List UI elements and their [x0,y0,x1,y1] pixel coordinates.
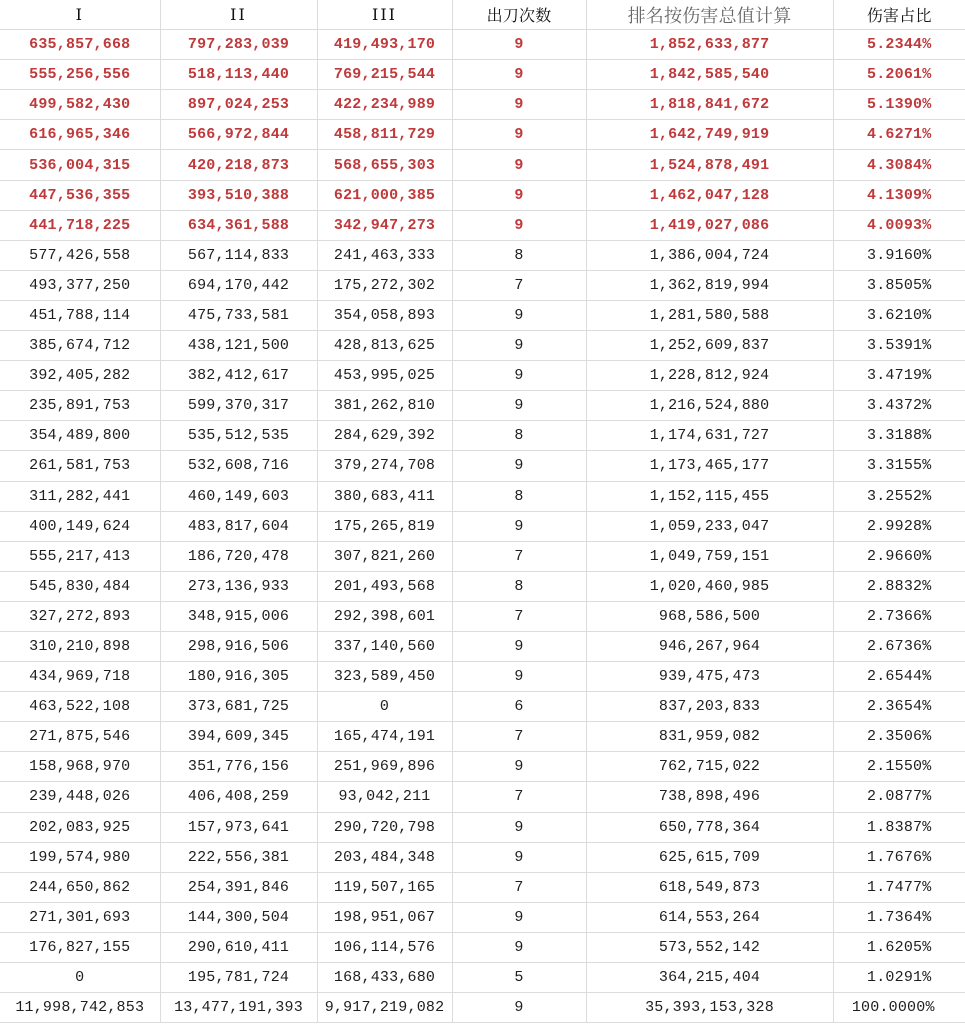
cell-hit-count[interactable]: 7 [452,782,586,812]
table-row-highlighted [0,90,965,120]
cell-stage-2[interactable]: 254,391,846 [160,872,317,902]
cell-stage-3[interactable]: 168,433,680 [317,963,452,993]
cell-damage-share[interactable]: 1.6205% [833,932,965,962]
cell-total-damage[interactable]: 573,552,142 [586,932,833,962]
cell-stage-2[interactable]: 273,136,933 [160,571,317,601]
cell-total-damage[interactable]: 650,778,364 [586,812,833,842]
cell-stage-1[interactable]: 545,830,484 [0,571,160,601]
cell-stage-2[interactable]: 186,720,478 [160,541,317,571]
cell-damage-share[interactable]: 2.0877% [833,782,965,812]
cell-total-damage[interactable]: 1,462,047,128 [586,180,833,210]
table-row [0,812,965,842]
cell-damage-share[interactable]: 5.2061% [833,60,965,90]
cell-stage-3[interactable]: 342,947,273 [317,210,452,240]
cell-hit-count[interactable]: 8 [452,421,586,451]
cell-hit-count[interactable]: 9 [452,932,586,962]
cell-damage-share[interactable]: 3.2552% [833,481,965,511]
cell-hit-count[interactable]: 9 [452,631,586,661]
cell-damage-share[interactable]: 1.8387% [833,812,965,842]
cell-stage-2[interactable]: 382,412,617 [160,361,317,391]
cell-damage-share[interactable]: 1.7477% [833,872,965,902]
cell-stage-1[interactable]: 434,969,718 [0,662,160,692]
cell-stage-3[interactable]: 201,493,568 [317,571,452,601]
table-row-highlighted [0,60,965,90]
cell-stage-2[interactable]: 694,170,442 [160,270,317,300]
cell-hit-count[interactable]: 9 [452,180,586,210]
cell-hit-count[interactable]: 7 [452,872,586,902]
table-row [0,902,965,932]
cell-damage-share[interactable]: 1.7364% [833,902,965,932]
cell-total-damage[interactable]: 968,586,500 [586,601,833,631]
cell-stage-3[interactable]: 106,114,576 [317,932,452,962]
cell-damage-share[interactable]: 2.3654% [833,692,965,722]
cell-stage-1[interactable]: 354,489,800 [0,421,160,451]
cell-total-damage[interactable]: 1,642,749,919 [586,120,833,150]
cell-damage-share[interactable]: 2.6544% [833,662,965,692]
header-total-damage[interactable]: 排名按伤害总值计算 [586,0,833,30]
cell-damage-share[interactable]: 2.6736% [833,631,965,661]
cell-total-damage[interactable]: 1,524,878,491 [586,150,833,180]
header-stage-1[interactable]: I [0,0,160,30]
cell-total-damage[interactable]: 1,281,580,588 [586,300,833,330]
cell-stage-3[interactable]: 9,917,219,082 [317,993,452,1023]
cell-stage-3[interactable]: 419,493,170 [317,30,452,60]
cell-stage-2[interactable]: 797,283,039 [160,30,317,60]
cell-stage-2[interactable]: 438,121,500 [160,331,317,361]
cell-damage-share[interactable]: 2.1550% [833,752,965,782]
cell-damage-share[interactable]: 3.9160% [833,240,965,270]
cell-damage-share[interactable]: 3.5391% [833,331,965,361]
cell-hit-count[interactable]: 9 [452,60,586,90]
cell-hit-count[interactable]: 7 [452,541,586,571]
cell-total-damage[interactable]: 1,173,465,177 [586,451,833,481]
cell-stage-3[interactable]: 175,272,302 [317,270,452,300]
cell-total-damage[interactable]: 1,059,233,047 [586,511,833,541]
cell-hit-count[interactable]: 9 [452,662,586,692]
header-row [0,0,965,30]
cell-total-damage[interactable]: 1,049,759,151 [586,541,833,571]
cell-damage-share[interactable]: 2.9660% [833,541,965,571]
table-row [0,511,965,541]
cell-total-damage[interactable]: 1,362,819,994 [586,270,833,300]
cell-stage-2[interactable]: 532,608,716 [160,451,317,481]
cell-stage-3[interactable]: 428,813,625 [317,331,452,361]
cell-stage-2[interactable]: 535,512,535 [160,421,317,451]
cell-hit-count[interactable]: 9 [452,90,586,120]
cell-stage-2[interactable]: 406,408,259 [160,782,317,812]
header-stage-3[interactable]: III [317,0,452,30]
table-row [0,722,965,752]
table-row [0,421,965,451]
table-row [0,601,965,631]
cell-hit-count[interactable]: 9 [452,902,586,932]
cell-stage-3[interactable]: 323,589,450 [317,662,452,692]
cell-stage-1[interactable]: 441,718,225 [0,210,160,240]
cell-stage-1[interactable]: 577,426,558 [0,240,160,270]
cell-stage-2[interactable]: 195,781,724 [160,963,317,993]
cell-damage-share[interactable]: 4.1309% [833,180,965,210]
cell-stage-1[interactable]: 327,272,893 [0,601,160,631]
cell-hit-count[interactable]: 7 [452,722,586,752]
table-body [0,30,965,1023]
cell-stage-1[interactable]: 11,998,742,853 [0,993,160,1023]
cell-stage-3[interactable]: 307,821,260 [317,541,452,571]
cell-hit-count[interactable]: 9 [452,300,586,330]
cell-total-damage[interactable]: 614,553,264 [586,902,833,932]
cell-stage-3[interactable]: 165,474,191 [317,722,452,752]
cell-stage-2[interactable]: 351,776,156 [160,752,317,782]
cell-stage-1[interactable]: 536,004,315 [0,150,160,180]
cell-stage-3[interactable]: 354,058,893 [317,300,452,330]
table-row [0,571,965,601]
cell-damage-share[interactable]: 4.3084% [833,150,965,180]
cell-total-damage[interactable]: 1,228,812,924 [586,361,833,391]
table-row [0,782,965,812]
cell-damage-share[interactable]: 4.0093% [833,210,965,240]
cell-total-damage[interactable]: 618,549,873 [586,872,833,902]
cell-damage-share[interactable]: 1.7676% [833,842,965,872]
cell-stage-1[interactable]: 239,448,026 [0,782,160,812]
cell-total-damage[interactable]: 1,020,460,985 [586,571,833,601]
cell-stage-3[interactable]: 422,234,989 [317,90,452,120]
table-row [0,541,965,571]
cell-damage-share[interactable]: 3.3155% [833,451,965,481]
table-row [0,331,965,361]
cell-stage-2[interactable]: 144,300,504 [160,902,317,932]
cell-total-damage[interactable]: 762,715,022 [586,752,833,782]
cell-total-damage[interactable]: 1,842,585,540 [586,60,833,90]
table-row-highlighted [0,150,965,180]
cell-stage-3[interactable]: 621,000,385 [317,180,452,210]
table-row-total [0,993,965,1023]
cell-stage-2[interactable]: 420,218,873 [160,150,317,180]
table-row [0,662,965,692]
cell-stage-3[interactable]: 568,655,303 [317,150,452,180]
cell-stage-1[interactable]: 555,217,413 [0,541,160,571]
cell-hit-count[interactable]: 9 [452,150,586,180]
cell-hit-count[interactable]: 9 [452,993,586,1023]
cell-stage-2[interactable]: 393,510,388 [160,180,317,210]
cell-damage-share[interactable]: 2.7366% [833,601,965,631]
header-hit-count[interactable]: 出刀次数 [452,0,586,30]
table-row-highlighted [0,180,965,210]
cell-stage-1[interactable]: 199,574,980 [0,842,160,872]
cell-stage-2[interactable]: 483,817,604 [160,511,317,541]
cell-total-damage[interactable]: 1,252,609,837 [586,331,833,361]
cell-damage-share[interactable]: 4.6271% [833,120,965,150]
cell-stage-2[interactable]: 566,972,844 [160,120,317,150]
cell-total-damage[interactable]: 1,152,115,455 [586,481,833,511]
cell-stage-1[interactable]: 261,581,753 [0,451,160,481]
cell-stage-1[interactable]: 310,210,898 [0,631,160,661]
cell-hit-count[interactable]: 8 [452,240,586,270]
table-row [0,391,965,421]
cell-damage-share[interactable]: 2.9928% [833,511,965,541]
cell-hit-count[interactable]: 9 [452,812,586,842]
table-row-highlighted [0,210,965,240]
cell-total-damage[interactable]: 738,898,496 [586,782,833,812]
cell-stage-3[interactable]: 453,995,025 [317,361,452,391]
cell-hit-count[interactable]: 9 [452,391,586,421]
cell-total-damage[interactable]: 35,393,153,328 [586,993,833,1023]
cell-stage-1[interactable]: 392,405,282 [0,361,160,391]
cell-stage-2[interactable]: 348,915,006 [160,601,317,631]
cell-stage-1[interactable]: 451,788,114 [0,300,160,330]
cell-stage-3[interactable]: 198,951,067 [317,902,452,932]
cell-damage-share[interactable]: 3.8505% [833,270,965,300]
cell-stage-2[interactable]: 634,361,588 [160,210,317,240]
cell-stage-3[interactable]: 0 [317,692,452,722]
cell-stage-1[interactable]: 493,377,250 [0,270,160,300]
table-row [0,963,965,993]
cell-stage-1[interactable]: 400,149,624 [0,511,160,541]
cell-stage-1[interactable]: 385,674,712 [0,331,160,361]
cell-damage-share[interactable]: 3.6210% [833,300,965,330]
cell-stage-3[interactable]: 251,969,896 [317,752,452,782]
cell-stage-2[interactable]: 180,916,305 [160,662,317,692]
table-row [0,872,965,902]
cell-hit-count[interactable]: 8 [452,571,586,601]
cell-damage-share[interactable]: 3.4719% [833,361,965,391]
table-row [0,842,965,872]
cell-hit-count[interactable]: 5 [452,963,586,993]
cell-total-damage[interactable]: 939,475,473 [586,662,833,692]
cell-total-damage[interactable]: 1,852,633,877 [586,30,833,60]
table-row [0,631,965,661]
table-row-highlighted [0,120,965,150]
cell-hit-count[interactable]: 8 [452,481,586,511]
header-damage-share[interactable]: 伤害占比 [833,0,965,30]
cell-stage-2[interactable]: 475,733,581 [160,300,317,330]
cell-total-damage[interactable]: 831,959,082 [586,722,833,752]
cell-stage-1[interactable]: 311,282,441 [0,481,160,511]
cell-damage-share[interactable]: 3.3188% [833,421,965,451]
cell-damage-share[interactable]: 2.8832% [833,571,965,601]
cell-hit-count[interactable]: 9 [452,361,586,391]
cell-stage-1[interactable]: 463,522,108 [0,692,160,722]
cell-stage-1[interactable]: 616,965,346 [0,120,160,150]
cell-stage-3[interactable]: 284,629,392 [317,421,452,451]
cell-stage-3[interactable]: 380,683,411 [317,481,452,511]
table-row [0,752,965,782]
cell-stage-3[interactable]: 337,140,560 [317,631,452,661]
table-row [0,481,965,511]
table-row [0,300,965,330]
cell-stage-2[interactable]: 13,477,191,393 [160,993,317,1023]
cell-hit-count[interactable]: 9 [452,842,586,872]
cell-stage-1[interactable]: 235,891,753 [0,391,160,421]
table-row [0,361,965,391]
cell-stage-1[interactable]: 176,827,155 [0,932,160,962]
cell-stage-1[interactable]: 0 [0,963,160,993]
cell-stage-1[interactable]: 271,875,546 [0,722,160,752]
cell-stage-1[interactable]: 555,256,556 [0,60,160,90]
cell-stage-3[interactable]: 292,398,601 [317,601,452,631]
cell-hit-count[interactable]: 9 [452,210,586,240]
table-row [0,692,965,722]
cell-hit-count[interactable]: 9 [452,451,586,481]
table-row-highlighted [0,30,965,60]
cell-stage-2[interactable]: 518,113,440 [160,60,317,90]
cell-stage-2[interactable]: 298,916,506 [160,631,317,661]
cell-stage-3[interactable]: 769,215,544 [317,60,452,90]
cell-hit-count[interactable]: 9 [452,331,586,361]
table-row [0,932,965,962]
cell-stage-3[interactable]: 379,274,708 [317,451,452,481]
cell-stage-1[interactable]: 447,536,355 [0,180,160,210]
cell-stage-3[interactable]: 175,265,819 [317,511,452,541]
header-stage-2[interactable]: II [160,0,317,30]
cell-total-damage[interactable]: 1,386,004,724 [586,240,833,270]
cell-damage-share[interactable]: 1.0291% [833,963,965,993]
cell-damage-share[interactable]: 2.3506% [833,722,965,752]
cell-stage-2[interactable]: 373,681,725 [160,692,317,722]
cell-damage-share[interactable]: 3.4372% [833,391,965,421]
cell-total-damage[interactable]: 1,818,841,672 [586,90,833,120]
cell-stage-2[interactable]: 394,609,345 [160,722,317,752]
cell-stage-1[interactable]: 202,083,925 [0,812,160,842]
cell-stage-3[interactable]: 458,811,729 [317,120,452,150]
cell-stage-3[interactable]: 381,262,810 [317,391,452,421]
cell-total-damage[interactable]: 1,419,027,086 [586,210,833,240]
cell-hit-count[interactable]: 7 [452,270,586,300]
cell-stage-3[interactable]: 241,463,333 [317,240,452,270]
cell-hit-count[interactable]: 9 [452,752,586,782]
cell-total-damage[interactable]: 1,216,524,880 [586,391,833,421]
cell-stage-3[interactable]: 119,507,165 [317,872,452,902]
cell-stage-2[interactable]: 157,973,641 [160,812,317,842]
table-row [0,270,965,300]
cell-hit-count[interactable]: 9 [452,30,586,60]
cell-stage-1[interactable]: 271,301,693 [0,902,160,932]
cell-stage-1[interactable]: 635,857,668 [0,30,160,60]
cell-total-damage[interactable]: 837,203,833 [586,692,833,722]
cell-stage-3[interactable]: 290,720,798 [317,812,452,842]
cell-stage-3[interactable]: 93,042,211 [317,782,452,812]
cell-stage-2[interactable]: 290,610,411 [160,932,317,962]
cell-damage-share[interactable]: 100.0000% [833,993,965,1023]
cell-stage-2[interactable]: 567,114,833 [160,240,317,270]
cell-hit-count[interactable]: 9 [452,511,586,541]
cell-total-damage[interactable]: 364,215,404 [586,963,833,993]
cell-stage-2[interactable]: 599,370,317 [160,391,317,421]
cell-stage-1[interactable]: 499,582,430 [0,90,160,120]
table-row [0,240,965,270]
cell-hit-count[interactable]: 7 [452,601,586,631]
cell-damage-share[interactable]: 5.2344% [833,30,965,60]
cell-total-damage[interactable]: 625,615,709 [586,842,833,872]
cell-stage-1[interactable]: 244,650,862 [0,872,160,902]
cell-stage-2[interactable]: 897,024,253 [160,90,317,120]
cell-hit-count[interactable]: 6 [452,692,586,722]
cell-stage-1[interactable]: 158,968,970 [0,752,160,782]
cell-total-damage[interactable]: 1,174,631,727 [586,421,833,451]
cell-stage-2[interactable]: 460,149,603 [160,481,317,511]
cell-stage-2[interactable]: 222,556,381 [160,842,317,872]
table-row [0,451,965,481]
cell-total-damage[interactable]: 946,267,964 [586,631,833,661]
cell-stage-3[interactable]: 203,484,348 [317,842,452,872]
cell-damage-share[interactable]: 5.1390% [833,90,965,120]
cell-hit-count[interactable]: 9 [452,120,586,150]
